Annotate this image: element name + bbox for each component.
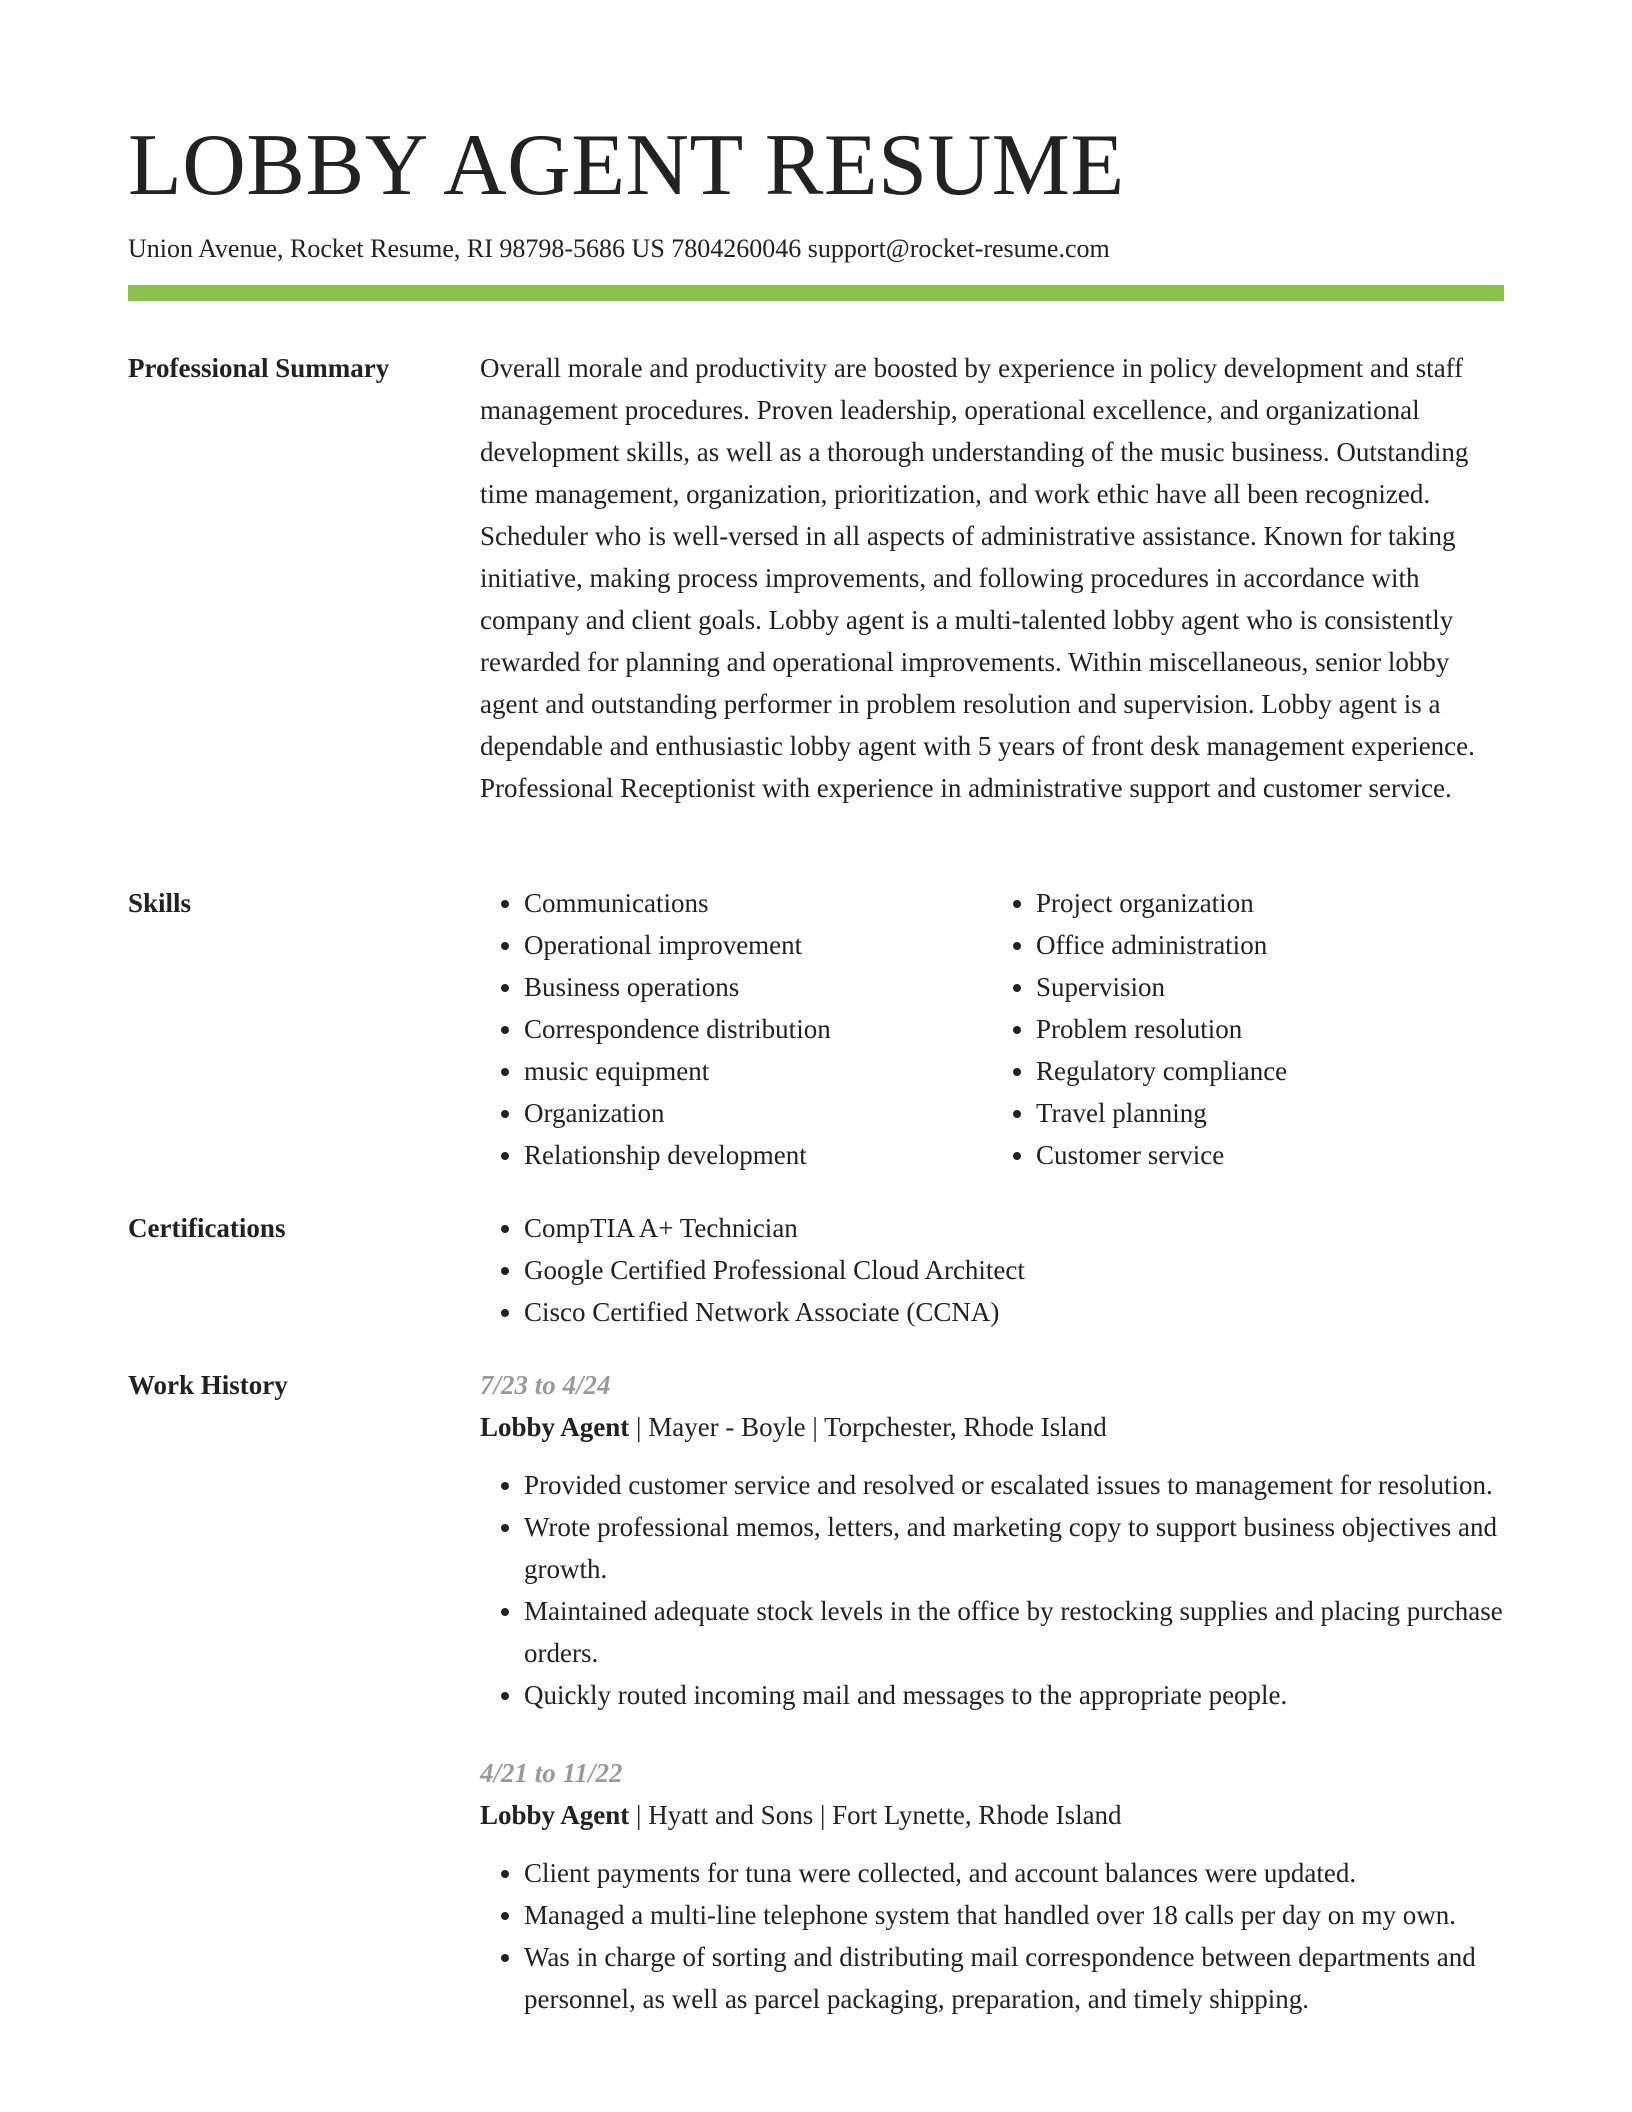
list-item: • Google Certified Professional Cloud Architect — [524, 1249, 1504, 1291]
list-item: • Project organization — [1036, 882, 1504, 924]
list-item: • Communications — [524, 882, 992, 924]
job-bullets — [480, 1852, 1504, 2020]
list-item: • Cisco Certified Network Associate (CCNA) — [524, 1291, 1504, 1333]
list-item: • Correspondence distribution — [524, 1008, 992, 1050]
list-item: • Provided customer service and resolved or escalated issues to management for resolution. — [524, 1464, 1504, 1506]
list-item: • Problem resolution — [1036, 1008, 1504, 1050]
skills-list-left — [480, 882, 992, 1176]
job-company-location: | Hyatt and Sons | Fort Lynette, Rhode Island — [629, 1800, 1122, 1830]
job-dates: 7/23 to 4/24 — [480, 1370, 611, 1400]
summary-body — [480, 347, 1504, 809]
list-item: • Customer service — [1036, 1134, 1504, 1176]
job-bullets — [480, 1464, 1504, 1716]
summary-text: Overall morale and productivity are boosted by experience in policy development and staff management procedures. Proven leadership, operational excellence, and organizational development skills, as well as a thorough understanding of the music business. Outstanding time management, organization, prioritization, and work ethic have all been recognized. Scheduler who is well-versed in all aspects of administrative assistance. Known for taking initiative, making process improvements, and following procedures in accordance with company and client goals. Lobby agent is a multi-talented lobby agent who is consistently rewarded for planning and operational improvements. Within miscellaneous, senior lobby agent and outstanding performer in problem resolution and supervision. Lobby agent is a dependable and enthusiastic lobby agent with 5 years of front desk management experience. Professional Receptionist with experience in administrative support and customer service. — [480, 353, 1475, 803]
job-dates: 4/21 to 11/22 — [480, 1758, 623, 1788]
list-item: • Regulatory compliance — [1036, 1050, 1504, 1092]
job-company-location: | Mayer - Boyle | Torpchester, Rhode Island — [629, 1412, 1107, 1442]
skills-list-right — [992, 882, 1504, 1176]
job-entry — [480, 1364, 1504, 1716]
job-title: Lobby Agent — [480, 1800, 630, 1830]
list-item: • music equipment — [524, 1050, 992, 1092]
section-label-certifications: Certifications — [128, 1213, 286, 1243]
list-item: • CompTIA A+ Technician — [524, 1207, 1504, 1249]
skills-grid — [480, 882, 1504, 1176]
list-item: • Wrote professional memos, letters, and marketing copy to support business objectives and growth. — [524, 1506, 1504, 1590]
list-item: • Office administration — [1036, 924, 1504, 966]
certifications-body — [480, 1207, 1504, 1333]
job-entry — [480, 1752, 1504, 2020]
list-item: • Organization — [524, 1092, 992, 1134]
list-item: • Business operations — [524, 966, 992, 1008]
job-heading — [480, 1406, 1504, 1448]
list-item: • Was in charge of sorting and distributing mail correspondence between departments and personnel, as well as parcel packaging, preparation, and timely shipping. — [524, 1936, 1504, 2020]
section-label-summary: Professional Summary — [128, 353, 390, 383]
section-label-work-history: Work History — [128, 1370, 288, 1400]
contact-info: Union Avenue, Rocket Resume, RI 98798-5686 US 7804260046 support@rocket-resume.com — [128, 234, 1110, 263]
list-item: • Relationship development — [524, 1134, 992, 1176]
certifications-list — [480, 1207, 1504, 1333]
list-item: • Client payments for tuna were collected, and account balances were updated. — [524, 1852, 1504, 1894]
job-heading — [480, 1794, 1504, 1836]
list-item: • Maintained adequate stock levels in the office by restocking supplies and placing purchase orders. — [524, 1590, 1504, 1674]
page-title: LOBBY AGENT RESUME — [128, 117, 1125, 214]
work-history-body — [480, 1364, 1504, 2056]
list-item: • Travel planning — [1036, 1092, 1504, 1134]
list-item: • Operational improvement — [524, 924, 992, 966]
list-item: • Managed a multi-line telephone system that handled over 18 calls per day on my own. — [524, 1894, 1504, 1936]
accent-divider — [128, 285, 1504, 301]
job-title: Lobby Agent — [480, 1412, 630, 1442]
list-item: • Supervision — [1036, 966, 1504, 1008]
section-label-skills: Skills — [128, 888, 192, 918]
list-item: • Quickly routed incoming mail and messages to the appropriate people. — [524, 1674, 1504, 1716]
